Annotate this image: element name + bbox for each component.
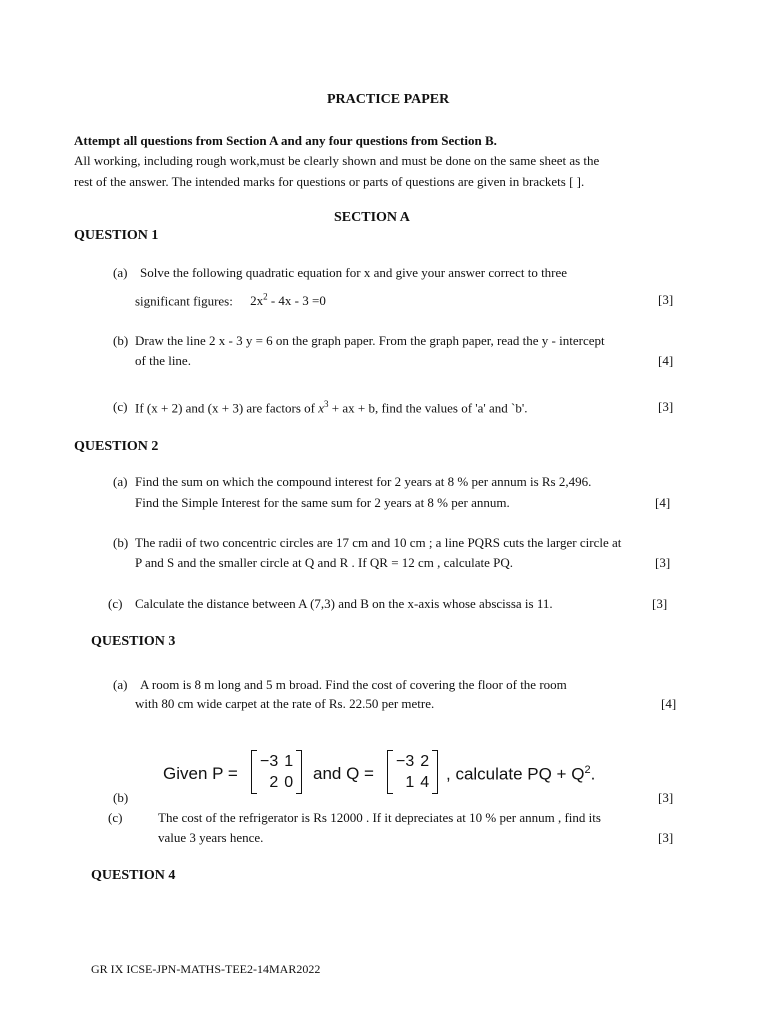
- q2-c-marks: [3]: [652, 596, 668, 611]
- q1-a-equation: $2x^2 - 4x - 3 =0$: [250, 292, 326, 309]
- q1-a-line-2-text: significant figures:: [135, 293, 233, 309]
- instructions-line-1: Attempt all questions from Section A and any four questions from Section B.: [74, 133, 497, 148]
- page-title: PRACTICE PAPER: [327, 92, 450, 107]
- matrix-p-cell: 2: [269, 774, 279, 791]
- q3-b-calculate: , calculate PQ + $Q^2$.: [446, 764, 596, 784]
- question-3-heading: QUESTION 3: [91, 634, 176, 649]
- q3-a-line-1: A room is 8 m long and 5 m broad. Find the cost of covering the floor of the room: [140, 677, 567, 692]
- q2-b-marks: [3]: [655, 555, 671, 570]
- matrix-p-cell: 1: [284, 753, 294, 770]
- q2-b-line-2: P and S and the smaller circle at Q and R . If QR = 12 cm , calculate PQ.: [135, 555, 513, 570]
- question-1-heading: QUESTION 1: [74, 228, 159, 243]
- q2-a-marks: [4]: [655, 495, 671, 510]
- q1-a-line-1: Solve the following quadratic equation for x and give your answer correct to three: [140, 265, 568, 280]
- q1-b-line-1: Draw the line 2 x - 3 y = 6 on the graph paper. From the graph paper, read the y - intercept: [135, 333, 605, 348]
- q1-a-marks: [3]: [658, 292, 674, 307]
- q2-a-label: (a): [113, 474, 128, 489]
- q3-c-line-1: The cost of the refrigerator is Rs 12000 . If it depreciates at 10 % per annum , find its: [158, 810, 601, 825]
- q2-b-label: (b): [113, 535, 129, 550]
- q3-c-marks: [3]: [658, 830, 674, 845]
- q1-b-marks: [4]: [658, 353, 674, 368]
- question-4-heading: QUESTION 4: [91, 868, 176, 883]
- q2-c-line-1: Calculate the distance between A (7,3) and B on the x-axis whose abscissa is 11.: [135, 596, 553, 611]
- instructions-line-2: All working, including rough work,must be clearly shown and must be done on the same sheet as the: [74, 153, 600, 168]
- q3-a-line-2: with 80 cm wide carpet at the rate of Rs. 22.50 per metre.: [135, 696, 435, 711]
- matrix-p-cell: 0: [284, 774, 294, 791]
- q2-c-label: (c): [108, 596, 123, 611]
- matrix-q: [387, 750, 438, 794]
- q1-c-line: If (x + 2) and (x + 3) are factors of $x^3$ + ax + b, find the values of 'a' and `b'.: [135, 399, 528, 416]
- matrix-p: [251, 750, 302, 794]
- matrix-q-cell: −3: [396, 753, 415, 770]
- page-footer: GR IX ICSE-JPN-MATHS-TEE2-14MAR2022: [91, 962, 321, 976]
- q3-c-label: (c): [108, 810, 123, 825]
- q3-b-marks: [3]: [658, 790, 674, 805]
- q2-b-line-1: The radii of two concentric circles are 17 cm and 10 cm ; a line PQRS cuts the larger circle at: [135, 535, 622, 550]
- q1-a-label: (a): [113, 265, 128, 280]
- matrix-p-cell: −3: [260, 753, 279, 770]
- q3-c-line-2: value 3 years hence.: [158, 830, 264, 845]
- question-2-heading: QUESTION 2: [74, 439, 159, 454]
- q1-c-marks: [3]: [658, 399, 674, 414]
- matrix-q-cell: 4: [420, 774, 430, 791]
- matrix-q-cell: 1: [405, 774, 415, 791]
- instructions-line-3: rest of the answer. The intended marks for questions or parts of questions are given in brackets [ ].: [74, 174, 585, 189]
- q1-b-line-2: of the line.: [135, 353, 191, 368]
- q1-a-line-2: [135, 292, 326, 309]
- q3-a-marks: [4]: [661, 696, 677, 711]
- section-a-heading: SECTION A: [334, 210, 410, 225]
- q1-b-label: (b): [113, 333, 129, 348]
- q1-c-label: (c): [113, 399, 128, 414]
- q3-b-given-label: Given P =: [163, 764, 238, 783]
- matrix-q-cell: 2: [420, 753, 430, 770]
- q3-b-label: (b): [113, 790, 129, 805]
- q3-a-label: (a): [113, 677, 128, 692]
- q2-a-line-1: Find the sum on which the compound interest for 2 years at 8 % per annum is Rs 2,496.: [135, 474, 592, 489]
- q3-b-and-label: and Q =: [313, 764, 374, 783]
- q2-a-line-2: Find the Simple Interest for the same sum for 2 years at 8 % per annum.: [135, 495, 510, 510]
